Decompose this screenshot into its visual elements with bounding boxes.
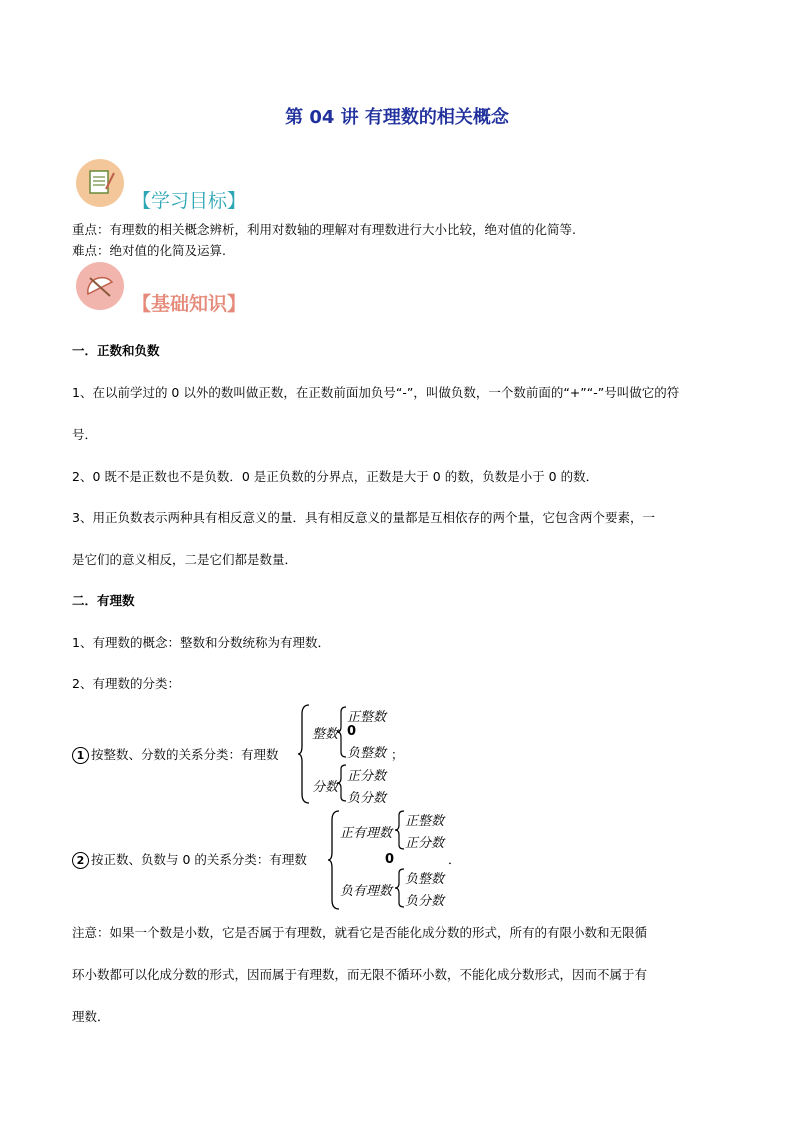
classification-2-label: 2 按正数、负数与 0 的关系分类：有理数 bbox=[72, 850, 307, 869]
negative-fraction-2: 负分数 bbox=[405, 894, 445, 909]
note-line-2: 环小数都可以化成分数的形式，因而属于有理数，而无限不循环小数，不能化成分数形式，因而不属于有 bbox=[72, 967, 648, 982]
circled-number-2: 2 bbox=[72, 852, 89, 869]
positive-fraction-2: 正分数 bbox=[405, 836, 445, 851]
difficult-points-text: 难点：绝对值的化简及运算. bbox=[72, 243, 226, 258]
integer-brace bbox=[337, 706, 347, 758]
classification-1-outer-brace bbox=[298, 704, 310, 804]
positive-integer-2: 正整数 bbox=[405, 814, 445, 829]
section-2-paragraph-2: 2、有理数的分类： bbox=[72, 676, 180, 691]
semicolon: ； bbox=[391, 747, 404, 762]
section-1-paragraph-1-cont: 号． bbox=[72, 427, 98, 442]
positive-integer: 正整数 bbox=[347, 710, 387, 725]
section-1-paragraph-3-cont: 是它们的意义相反，二是它们都是数量． bbox=[72, 552, 298, 567]
learning-goals-heading: 【学习目标】 bbox=[132, 190, 247, 212]
page-title: 第 04 讲 有理数的相关概念 bbox=[285, 107, 509, 128]
negative-rational-label: 负有理数 bbox=[340, 884, 393, 899]
basic-knowledge-heading: 【基础知识】 bbox=[132, 293, 247, 315]
protractor-icon bbox=[76, 262, 124, 310]
negative-rational-brace bbox=[395, 868, 405, 908]
zero-1: 0 bbox=[347, 724, 357, 739]
zero-2: 0 bbox=[385, 852, 395, 867]
section-2-paragraph-1: 1、有理数的概念：整数和分数统称为有理数． bbox=[72, 635, 330, 650]
section-1-paragraph-1: 1、在以前学过的 0 以外的数叫做正数，在正数前面加负号“-”，叫做负数，一个数前面的“+”“-”号叫做它的符 bbox=[72, 385, 680, 400]
period: ． bbox=[448, 852, 461, 867]
positive-rational-brace bbox=[395, 810, 405, 850]
positive-fraction: 正分数 bbox=[347, 769, 387, 784]
fraction-label: 分数 bbox=[312, 780, 339, 795]
classification-1-label: 1 按整数、分数的关系分类：有理数 bbox=[72, 745, 279, 764]
note-line-1: 注意：如果一个数是小数，它是否属于有理数，就看它是否能化成分数的形式，所有的有限小数和无限循 bbox=[72, 925, 648, 940]
negative-integer-2: 负整数 bbox=[405, 872, 445, 887]
positive-rational-label: 正有理数 bbox=[340, 826, 393, 841]
negative-fraction: 负分数 bbox=[347, 791, 387, 806]
negative-integer: 负整数 bbox=[347, 746, 387, 761]
integer-label: 整数 bbox=[312, 727, 339, 742]
circled-number-1: 1 bbox=[72, 747, 89, 764]
fraction-brace bbox=[337, 764, 347, 802]
notebook-icon bbox=[76, 159, 124, 207]
section-1-paragraph-2: 2、0 既不是正数也不是负数．0 是正负数的分界点，正数是大于 0 的数，负数是小于 0 的数． bbox=[72, 469, 599, 484]
section-1-heading: 一．正数和负数 bbox=[72, 343, 160, 358]
section-2-heading: 二．有理数 bbox=[72, 593, 135, 608]
section-1-paragraph-3: 3、用正负数表示两种具有相反意义的量．具有相反意义的量都是互相依存的两个量，它包含两个要素，一 bbox=[72, 510, 655, 525]
classification-2-outer-brace bbox=[328, 810, 340, 910]
key-points-text: 重点：有理数的相关概念辨析，利用对数轴的理解对有理数进行大小比较，绝对值的化简等. bbox=[72, 222, 576, 237]
note-line-3: 理数． bbox=[72, 1009, 110, 1024]
